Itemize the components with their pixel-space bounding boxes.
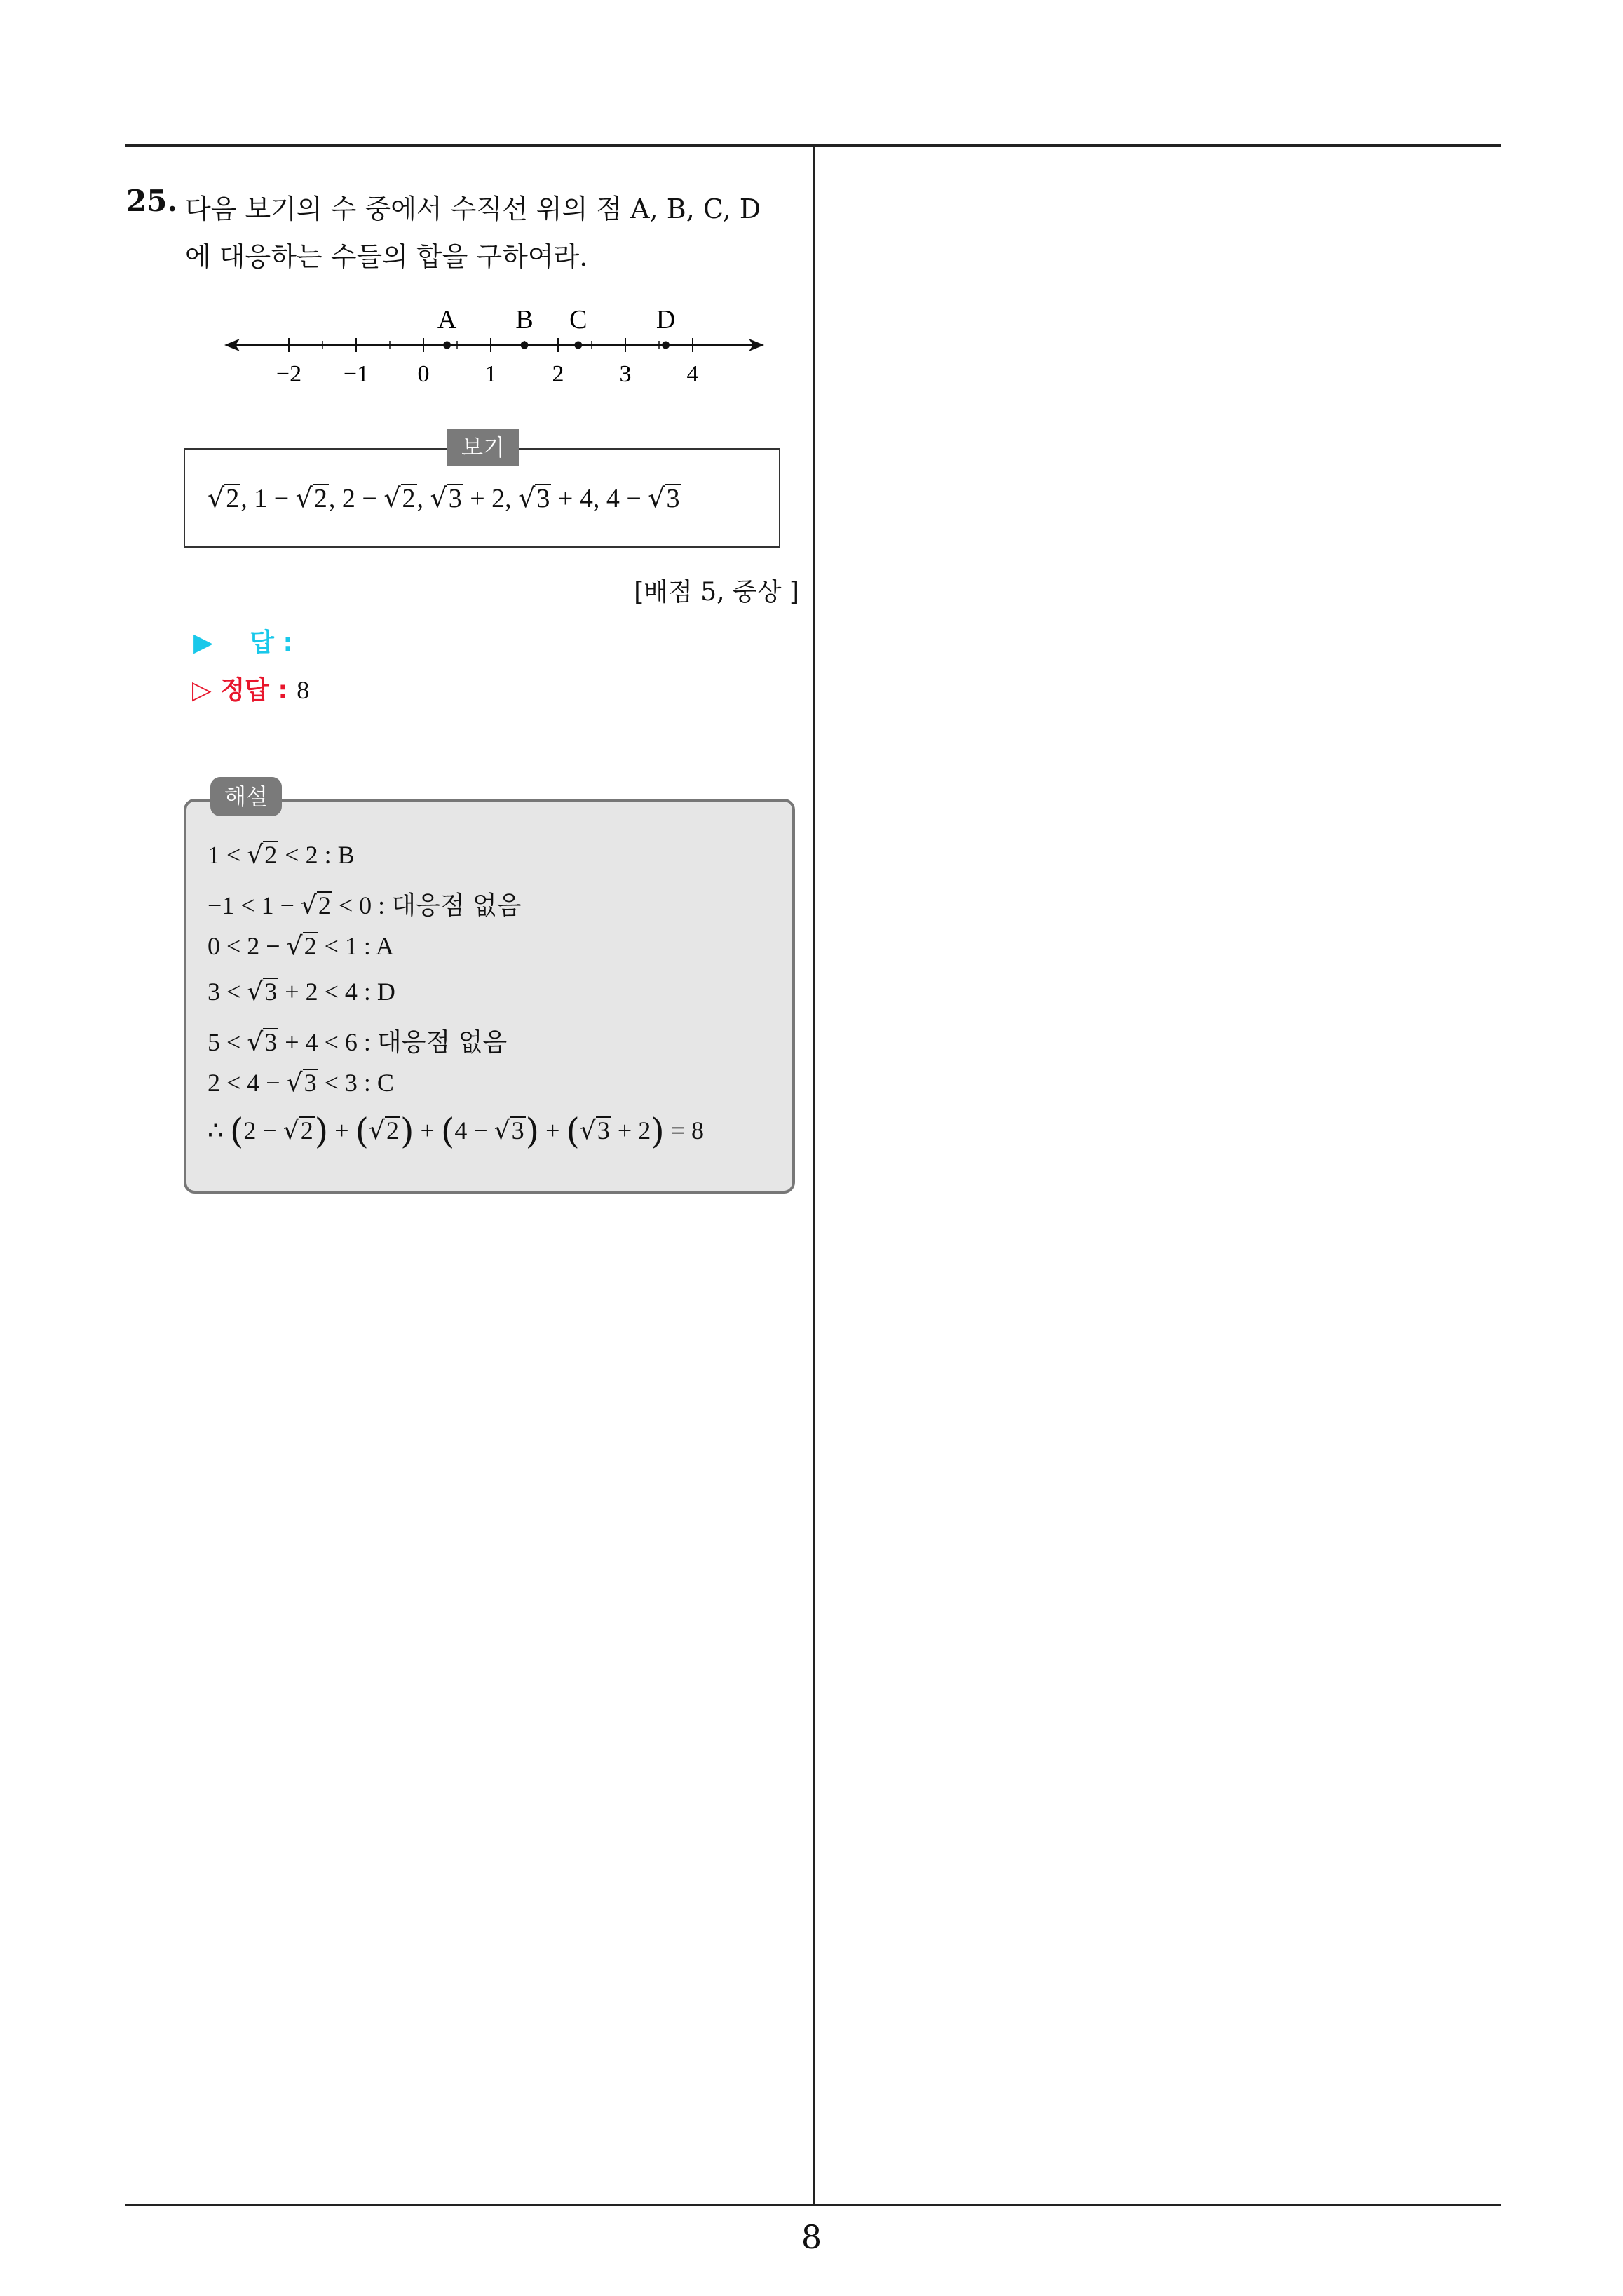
correct-answer-label: 정답 : — [220, 676, 288, 705]
solution-line-3: 0 < 2 − √2 < 1 : A — [208, 932, 394, 961]
number-line — [224, 295, 764, 393]
question-text-line-1: 다음 보기의 수 중에서 수직선 위의 점 A, B, C, D — [185, 194, 761, 224]
solution-line-6: 2 < 4 − √3 < 3 : C — [208, 1069, 394, 1098]
no-point-label: 대응점 없음 — [391, 891, 522, 920]
question-text-line-2: 에 대응하는 수들의 합을 구하여라. — [185, 241, 588, 272]
number-line-point-c — [574, 342, 582, 349]
number-line-tick-label: 2 — [552, 361, 564, 387]
number-line-point-label: A — [437, 305, 457, 335]
solution-line-7: ∴ (2 − √2) + (√2) + (4 − √3) + (√3 + 2) = 8 — [208, 1111, 705, 1152]
number-line-point-a — [443, 342, 451, 349]
number-line-point-label: C — [569, 305, 588, 335]
number-line-point-b — [521, 342, 529, 349]
bogi-tag: 보기 — [447, 429, 519, 466]
solution-line-2: −1 < 1 − √2 < 0 : 대응점 없음 — [208, 891, 522, 920]
number-line-tick-label: −2 — [276, 361, 302, 387]
correct-answer-value: 8 — [297, 676, 310, 704]
number-line-point-label: D — [656, 305, 676, 335]
question-number: 25. — [126, 184, 178, 218]
no-point-label: 대응점 없음 — [376, 1028, 508, 1057]
score-label: [배점 5, 중상 ] — [634, 578, 799, 607]
number-line-tick-label: 0 — [417, 361, 430, 387]
number-line-tick-label: 3 — [619, 361, 632, 387]
solution-line-5: 5 < √3 + 4 < 6 : 대응점 없음 — [208, 1028, 508, 1057]
answer-label: 답 : — [250, 628, 293, 657]
bogi-expressions: √2, 1 − √2, 2 − √2, √3 + 2, √3 + 4, 4 − √3 — [208, 482, 680, 513]
page-number: 8 — [801, 2218, 822, 2256]
solution-line-4: 3 < √3 + 2 < 4 : D — [208, 978, 395, 1006]
number-line-tick-label: 4 — [686, 361, 699, 387]
question-text — [185, 185, 802, 281]
solution-line-1: 1 < √2 < 2 : B — [208, 841, 355, 870]
number-line-point-d — [662, 342, 670, 349]
number-line-tick-label: −1 — [343, 361, 369, 387]
number-line-tick-label: 1 — [484, 361, 497, 387]
solution-tag: 해설 — [210, 777, 282, 816]
answer-arrow-icon: ▶ — [193, 628, 213, 657]
bottom-rule — [125, 2204, 1501, 2206]
answer-row — [193, 623, 293, 659]
correct-answer-icon: ▷ — [192, 676, 212, 705]
column-divider — [813, 144, 815, 2206]
correct-answer-row — [192, 670, 309, 706]
number-line-point-label: B — [515, 305, 534, 335]
